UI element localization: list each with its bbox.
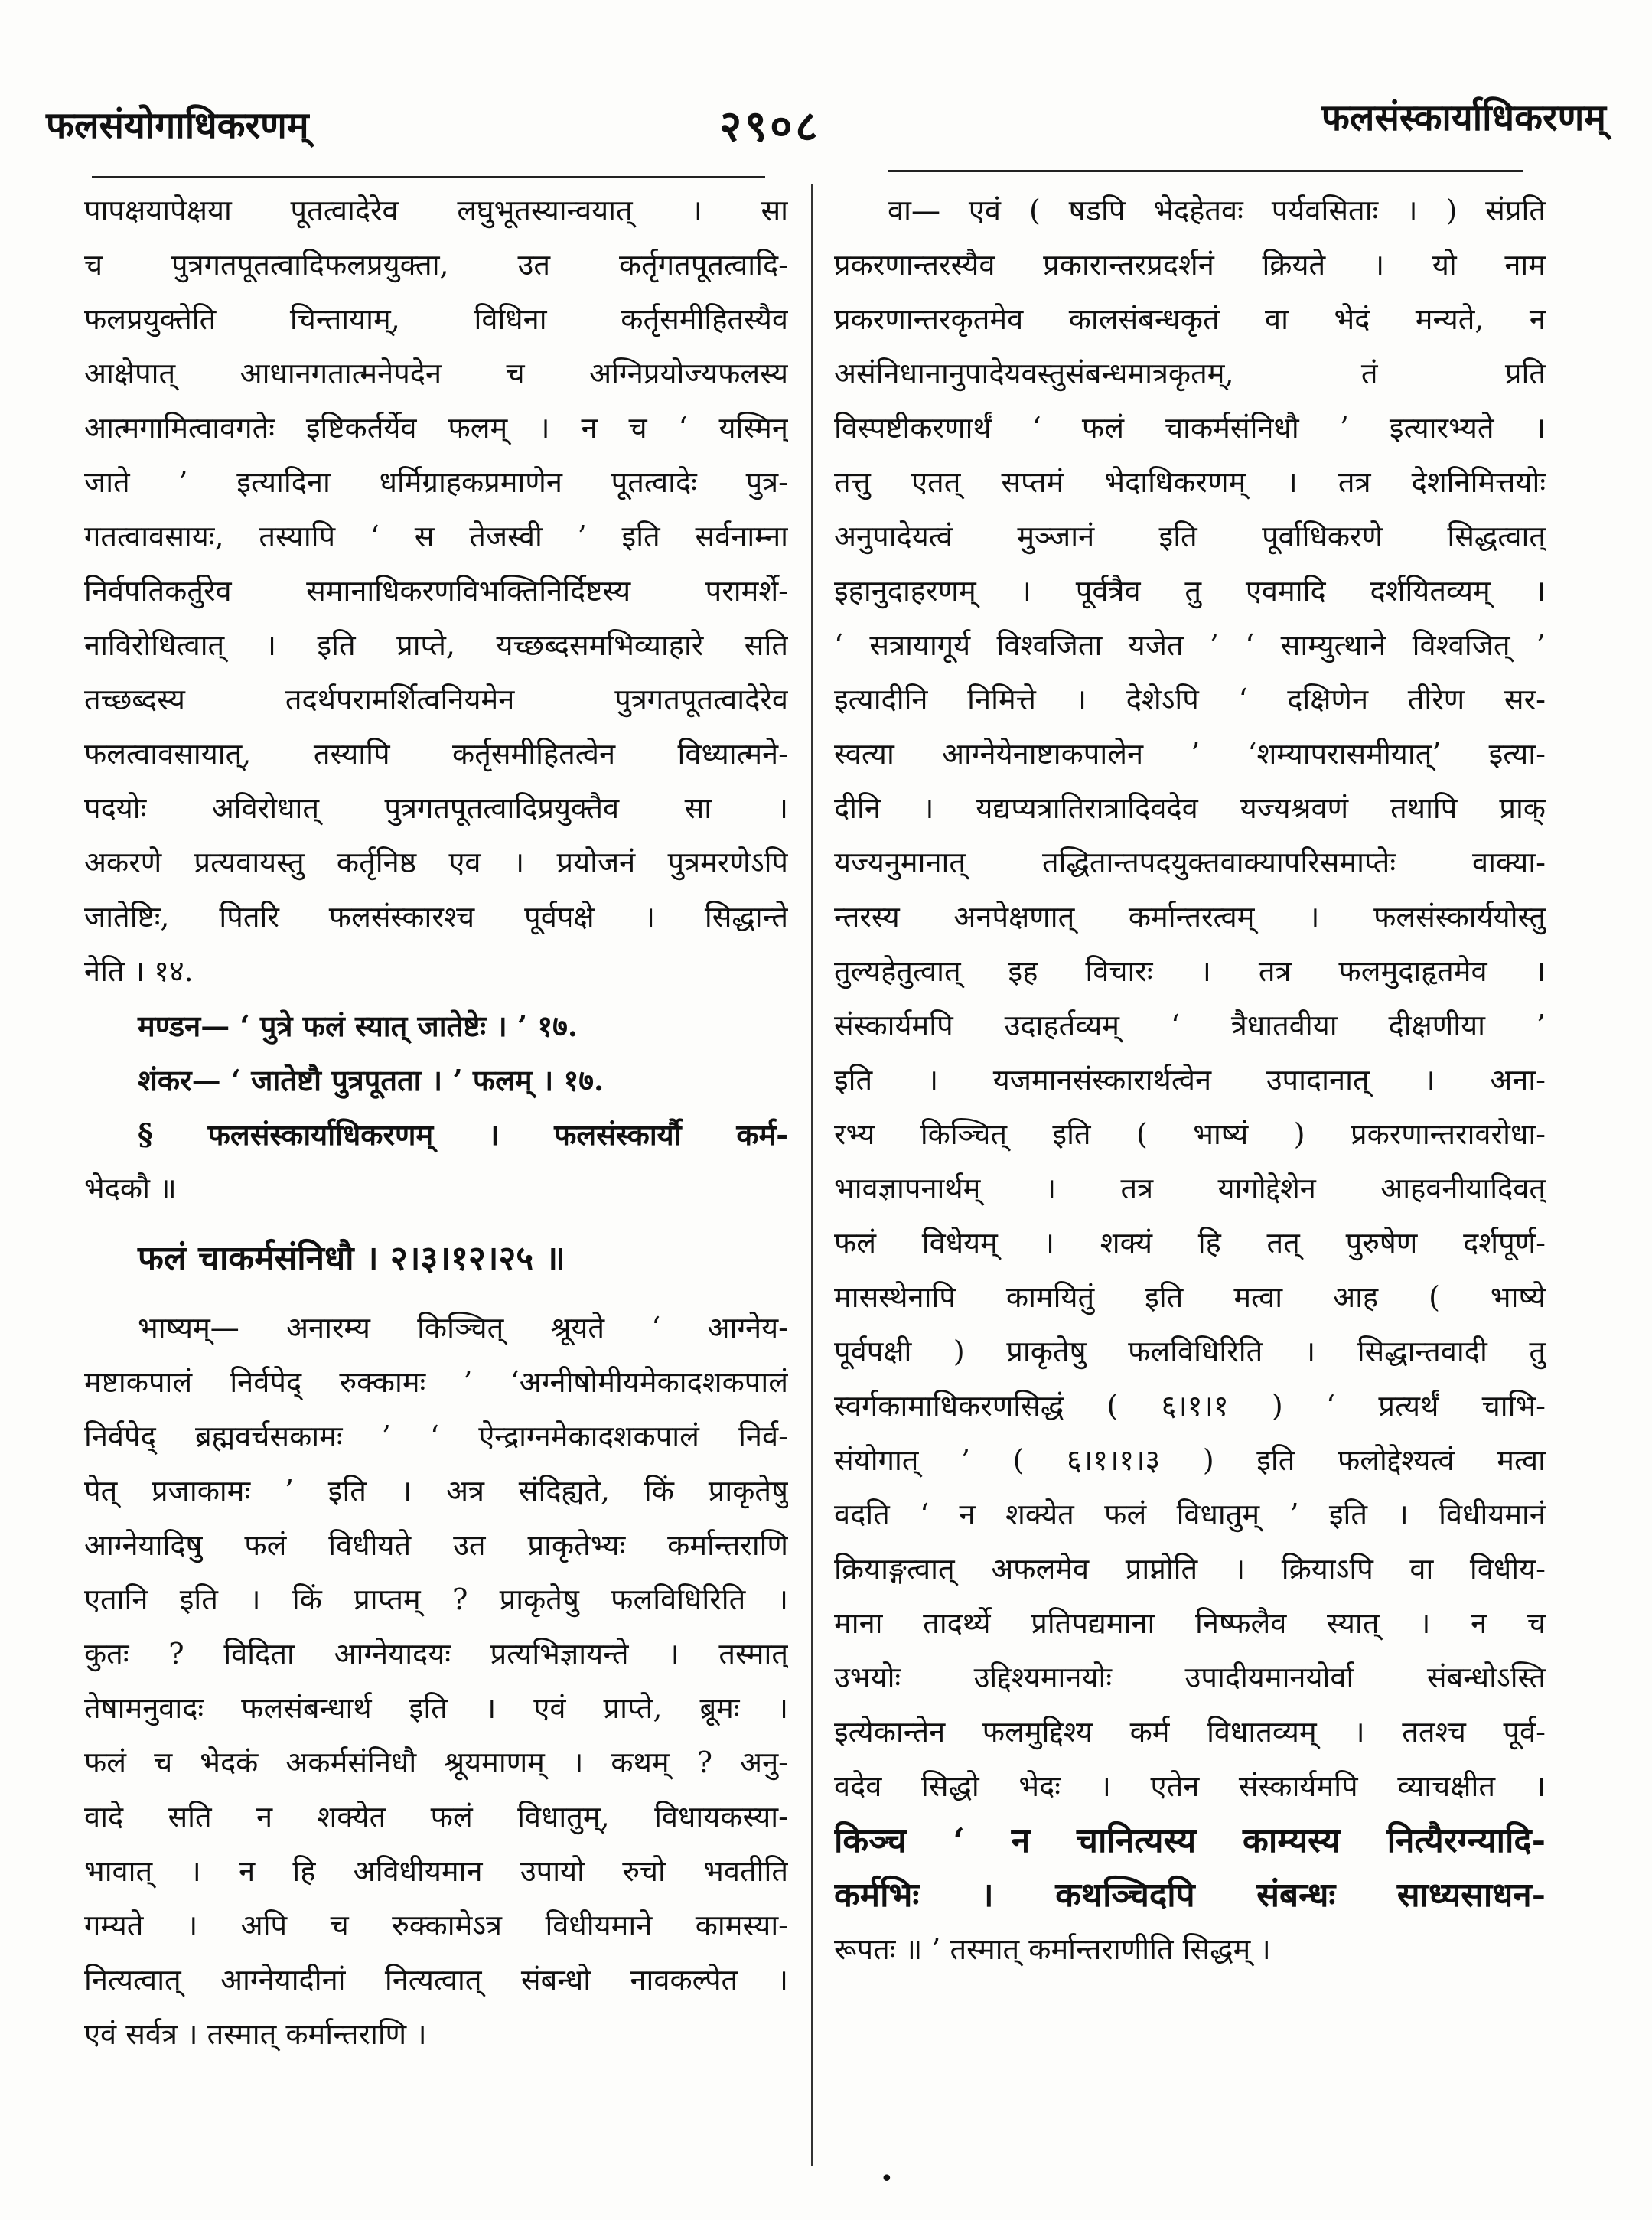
text-line: एतानि इति । किं प्राप्तम् ? प्राकृतेषु फलविधिरिति । [84,1583,788,1616]
mandana-quote: मण्डन— ‘ पुत्रे फलं स्यात् जातेष्टेः । ’ १७. [138,1009,578,1043]
text-line: माना तादर्थ्ये प्रतिपद्यमाना निष्फलैव स्यात् । न च [834,1606,1546,1640]
text-line: न्तरस्य अनपेक्षणात् कर्मान्तरत्वम् । फलसंस्कार्ययोस्तु [834,900,1546,934]
text-line: संस्कार्यमपि उदाहर्तव्यम् ‘ त्रैधातवीया दीक्षणीया ’ [834,1009,1546,1042]
text-line: स्वर्गकामाधिकरणसिद्धं ( ६।१।१ ) ‘ प्रत्यर्थं चाभि- [834,1389,1546,1423]
text-line: पदयोः अविरोधात् पुत्रगतपूतत्वादिप्रयुक्तैव सा । [84,791,788,825]
text-line: पेत् प्रजाकामः ’ इति । अत्र संदिह्यते, किं प्राकृतेषु [84,1474,788,1508]
text-line: मासस्थेनापि कामयितुं इति मत्वा आह ( भाष्ये [834,1280,1546,1314]
right-column [834,184,1546,1977]
text-line: जातेष्टिः, पितरि फलसंस्कारश्च पूर्वपक्षे । सिद्धान्ते [84,900,788,934]
text-line: भेदकौ ॥ [84,1172,177,1205]
text-line: पूर्वपक्षी ) प्राकृतेषु फलविधिरिति । सिद्धान्तवादी तु [834,1335,1546,1368]
bhashya-opening: भाष्यम्— अनारम्य किञ्चित् श्रूयते ‘ आग्नेय- [138,1311,788,1345]
text-line: क्रियाङ्गत्वात् अफलमेव प्राप्नोति । क्रियाऽपि वा विधीय- [834,1552,1546,1586]
text-line: वदेव सिद्धो भेदः । एतेन संस्कार्यमपि व्याचक्षीत । [834,1769,1546,1803]
text-line: प्रकरणान्तरस्यैव प्रकारान्तरप्रदर्शनं क्रियते । यो नाम [834,248,1546,282]
text-line: एवं सर्वत्र । तस्मात् कर्मान्तराणि । [84,2017,427,2051]
text-line: यज्यनुमानात् तद्धितान्तपदयुक्तवाक्यापरिसमाप्तेः वाक्या- [834,846,1546,879]
text-line: गतत्वावसायः, तस्यापि ‘ स तेजस्वी ’ इति सर्वनाम्ना [84,520,788,553]
text-line: नाविरोधित्वात् । इति प्राप्ते, यच्छब्दसमभिव्याहारे सति [84,628,788,662]
text-line: तेषामनुवादः फलसंबन्धार्थ इति । एवं प्राप्ते, ब्रूमः । [84,1691,788,1725]
verse-quote-line: कर्मभिः । कथञ्चिदपि संबन्धः साध्यसाधन- [834,1876,1546,1915]
left-column [84,184,788,2062]
text-line: गम्यते । अपि च रुक्कामेऽत्र विधीयमाने कामस्या- [84,1909,788,1942]
text-line: संयोगात् ’ ( ६।१।१।३ ) इति फलोद्देश्यत्वं मत्वा [834,1443,1546,1477]
text-line: आत्मगामित्वावगतेः इष्टिकर्तर्येव फलम् । न च ‘ यस्मिन् [84,411,788,445]
column-divider [811,184,813,2166]
page-number: २९०८ [719,101,821,152]
text-line: वदति ‘ न शक्येत फलं विधातुम् ’ इति । विधीयमानं [834,1498,1546,1531]
text-line: रभ्य किञ्चित् इति ( भाष्यं ) प्रकरणान्तरावरोधा- [834,1117,1546,1151]
text-line: आक्षेपात् आधानगतात्मनेपदेन च अग्निप्रयोज्यफलस्य [84,357,788,390]
text-line: अनुपादेयत्वं मुञ्जानं इति पूर्वाधिकरणे सिद्धत्वात् [834,520,1546,553]
running-head-right: फलसंस्कार्याधिकरणम् [1321,96,1606,139]
text-line: दीनि । यद्यप्यत्रातिरात्रादिवदेव यज्यश्रवणं तथापि प्राक् [834,791,1546,825]
running-head-left: फलसंयोगाधिकरणम् [46,104,309,147]
text-line: इत्यादीनि निमित्ते । देशेऽपि ‘ दक्षिणेन तीरेण सर- [834,683,1546,716]
text-line: तच्छब्दस्य तदर्थपरामर्शित्वनियमेन पुत्रगतपूतत्वादेरेव [84,683,788,716]
shankara-quote: शंकर— ‘ जातेष्टौ पुत्रपूतता । ’ फलम् । १७. [138,1063,604,1097]
text-line: फलप्रयुक्तेति चिन्तायाम्, विधिना कर्तृसमीहितस्यैव [84,302,788,336]
verse-quote-line: किञ्च ‘ न चानित्यस्य काम्यस्य नित्यैरग्न्यादि- [834,1821,1546,1860]
text-line: फलं च भेदकं अकर्मसंनिधौ श्रूयमाणम् । कथम् ? अनु- [84,1746,788,1779]
text-line: जाते ’ इत्यादिना धर्मिग्राहकप्रमाणेन पूतत्वादेः पुत्र- [84,465,788,499]
text-line: नित्यत्वात् आग्नेयादीनां नित्यत्वात् संबन्धो नावकल्पेत । [84,1963,788,1997]
text-line: तुल्यहेतुत्वात् इह विचारः । तत्र फलमुदाहृतमेव । [834,954,1546,988]
page-mark: • [880,2166,894,2192]
header-rule-right [888,170,1523,172]
text-line: उभयोः उद्दिश्यमानयोः उपादीयमानयोर्वा संबन्धोऽस्ति [834,1661,1546,1694]
text-line: आग्नेयादिषु फलं विधीयते उत प्राकृतेभ्यः कर्मान्तराणि [84,1528,788,1562]
page-header [0,0,1652,176]
text-line: इति । यजमानसंस्कारार्थत्वेन उपादानात् । अना- [834,1063,1546,1097]
vartika-opening: वा— एवं ( षडपि भेदहेतवः पर्यवसिताः । ) संप्रति [888,194,1546,227]
text-line: निर्वपतिकर्तुरेव समानाधिकरणविभक्तिनिर्दिष्टस्य परामर्शे- [84,574,788,608]
text-line: निर्वपेद् ब्रह्मवर्चसकामः ’ ‘ ऐन्द्राग्नमेकादशकपालं निर्व- [84,1420,788,1453]
text-line: असंनिधानानुपादेयवस्तुसंबन्धमात्रकृतम्, तं प्रति [834,357,1546,390]
text-line: स्वत्या आग्नेयेनाष्टाकपालेन ’ ‘शम्यापरासमीयात्’ इत्या- [834,737,1546,771]
text-line: च पुत्रगतपूतत्वादिफलप्रयुक्ता, उत कर्तृगतपूतत्वादि- [84,248,788,282]
text-line: अकरणे प्रत्यवायस्तु कर्तृनिष्ठ एव । प्रयोजनं पुत्रमरणेऽपि [84,846,788,879]
text-line: कुतः ? विदिता आग्नेयादयः प्रत्यभिज्ञायन्ते । तस्मात् [84,1637,788,1671]
text-line: पापक्षयापेक्षया पूतत्वादेरेव लघुभूतस्यान्वयात् । सा [84,194,788,227]
text-line: फलं विधेयम् । शक्यं हि तत् पुरुषेण दर्शपूर्ण- [834,1226,1546,1260]
text-line: फलत्वावसायात्, तस्यापि कर्तृसमीहितत्वेन विध्यात्मने- [84,737,788,771]
text-line: भावात् । न हि अविधीयमान उपायो रुचो भवतीति [84,1854,788,1888]
sutra-heading: फलं चाकर्मसंनिधौ । २।३।१२।२५ ॥ [138,1239,565,1278]
text-line: तत्तु एतत् सप्तमं भेदाधिकरणम् । तत्र देशनिमित्तयोः [834,465,1546,499]
text-line: नेति । १४. [84,954,194,988]
section-heading: § फलसंस्कार्याधिकरणम् । फलसंस्कार्यौ कर्म- [138,1117,788,1152]
text-line: इहानुदाहरणम् । पूर्वत्रैव तु एवमादि दर्शयितव्यम् । [834,574,1546,608]
text-line: मष्टाकपालं निर्वपेद् रुक्कामः ’ ‘अग्नीषोमीयमेकादशकपालं [84,1365,788,1399]
text-line: विस्पष्टीकरणार्थं ‘ फलं चाकर्मसंनिधौ ’ इत्यारभ्यते । [834,411,1546,445]
text-line: रूपतः ॥ ’ तस्मात् कर्मान्तराणीति सिद्धम् । [834,1932,1271,1966]
text-line: वादे सति न शक्येत फलं विधातुम्, विधायकस्या- [84,1800,788,1834]
text-line: भावज्ञापनार्थम् । तत्र यागोद्देशेन आहवनीयादिवत् [834,1172,1546,1205]
text-line: प्रकरणान्तरकृतमेव कालसंबन्धकृतं वा भेदं मन्यते, न [834,302,1546,336]
header-rule-left [92,176,765,178]
text-line: ‘ सत्रायागूर्य विश्वजिता यजेत ’ ‘ साम्युत्थाने विश्वजित् ’ [834,628,1546,662]
text-line: इत्येकान्तेन फलमुद्दिश्य कर्म विधातव्यम् । ततश्च पूर्व- [834,1715,1546,1749]
